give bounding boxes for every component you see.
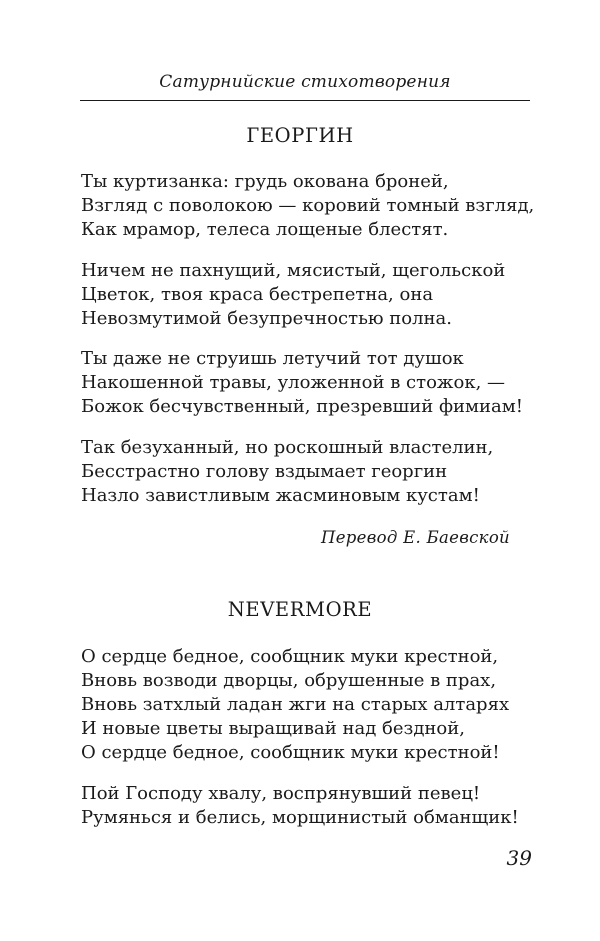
verse-line: Ты куртизанка: грудь окована броней,	[81, 171, 449, 192]
verse-line: Вновь возводи дворцы, обрушенные в прах,	[81, 670, 497, 691]
running-head: Сатурнийские стихотворения	[159, 72, 451, 92]
verse-line: Назло завистливым жасминовым кустам!	[81, 485, 480, 506]
page-number: 39	[506, 846, 532, 870]
verse-line: Румянься и белись, морщинистый обманщик!	[81, 807, 519, 828]
header-rule	[80, 100, 530, 101]
verse-line: Накошенной травы, уложенной в стожок, —	[81, 372, 506, 393]
verse-line: Так безуханный, но роскошный властелин,	[81, 437, 494, 458]
verse-line: О сердце бедное, сообщник муки крестной!	[81, 742, 500, 763]
verse-line: Пой Господу хвалу, воспрянувший певец!	[81, 783, 481, 804]
verse-line: Взгляд с поволокою — коровий томный взгляд,	[81, 195, 535, 216]
verse-line: Ничем не пахнущий, мясистый, щегольской	[81, 260, 506, 281]
verse-line: Божок бесчувственный, презревший фимиам!	[81, 396, 524, 417]
verse-line: Вновь затхлый ладан жги на старых алтарях	[81, 694, 510, 715]
poem1-stanza-2	[81, 259, 531, 331]
poem1-stanza-3	[81, 347, 531, 419]
verse-line: О сердце бедное, сообщник муки крестной,	[81, 646, 499, 667]
poem-title-nevermore: NEVERMORE	[227, 598, 373, 621]
poem2-stanza-1	[81, 645, 531, 765]
poem1-stanza-4	[81, 436, 531, 508]
poem1-stanza-1	[81, 170, 535, 242]
verse-line: Бесстрастно голову вздымает георгин	[81, 461, 448, 482]
verse-line: И новые цветы выращивай над бездной,	[81, 718, 465, 739]
verse-line: Ты даже не струишь летучий тот душок	[81, 348, 464, 369]
poem-title-georgin: ГЕОРГИН	[246, 124, 354, 147]
verse-line: Невозмутимой безупречностью полна.	[81, 308, 452, 329]
verse-line: Как мрамор, телеса лощеные блестят.	[81, 219, 449, 240]
poem2-stanza-2	[81, 782, 531, 830]
verse-line: Цветок, твоя краса бестрепетна, она	[81, 284, 434, 305]
translator-credit: Перевод Е. Баевской	[321, 528, 510, 547]
